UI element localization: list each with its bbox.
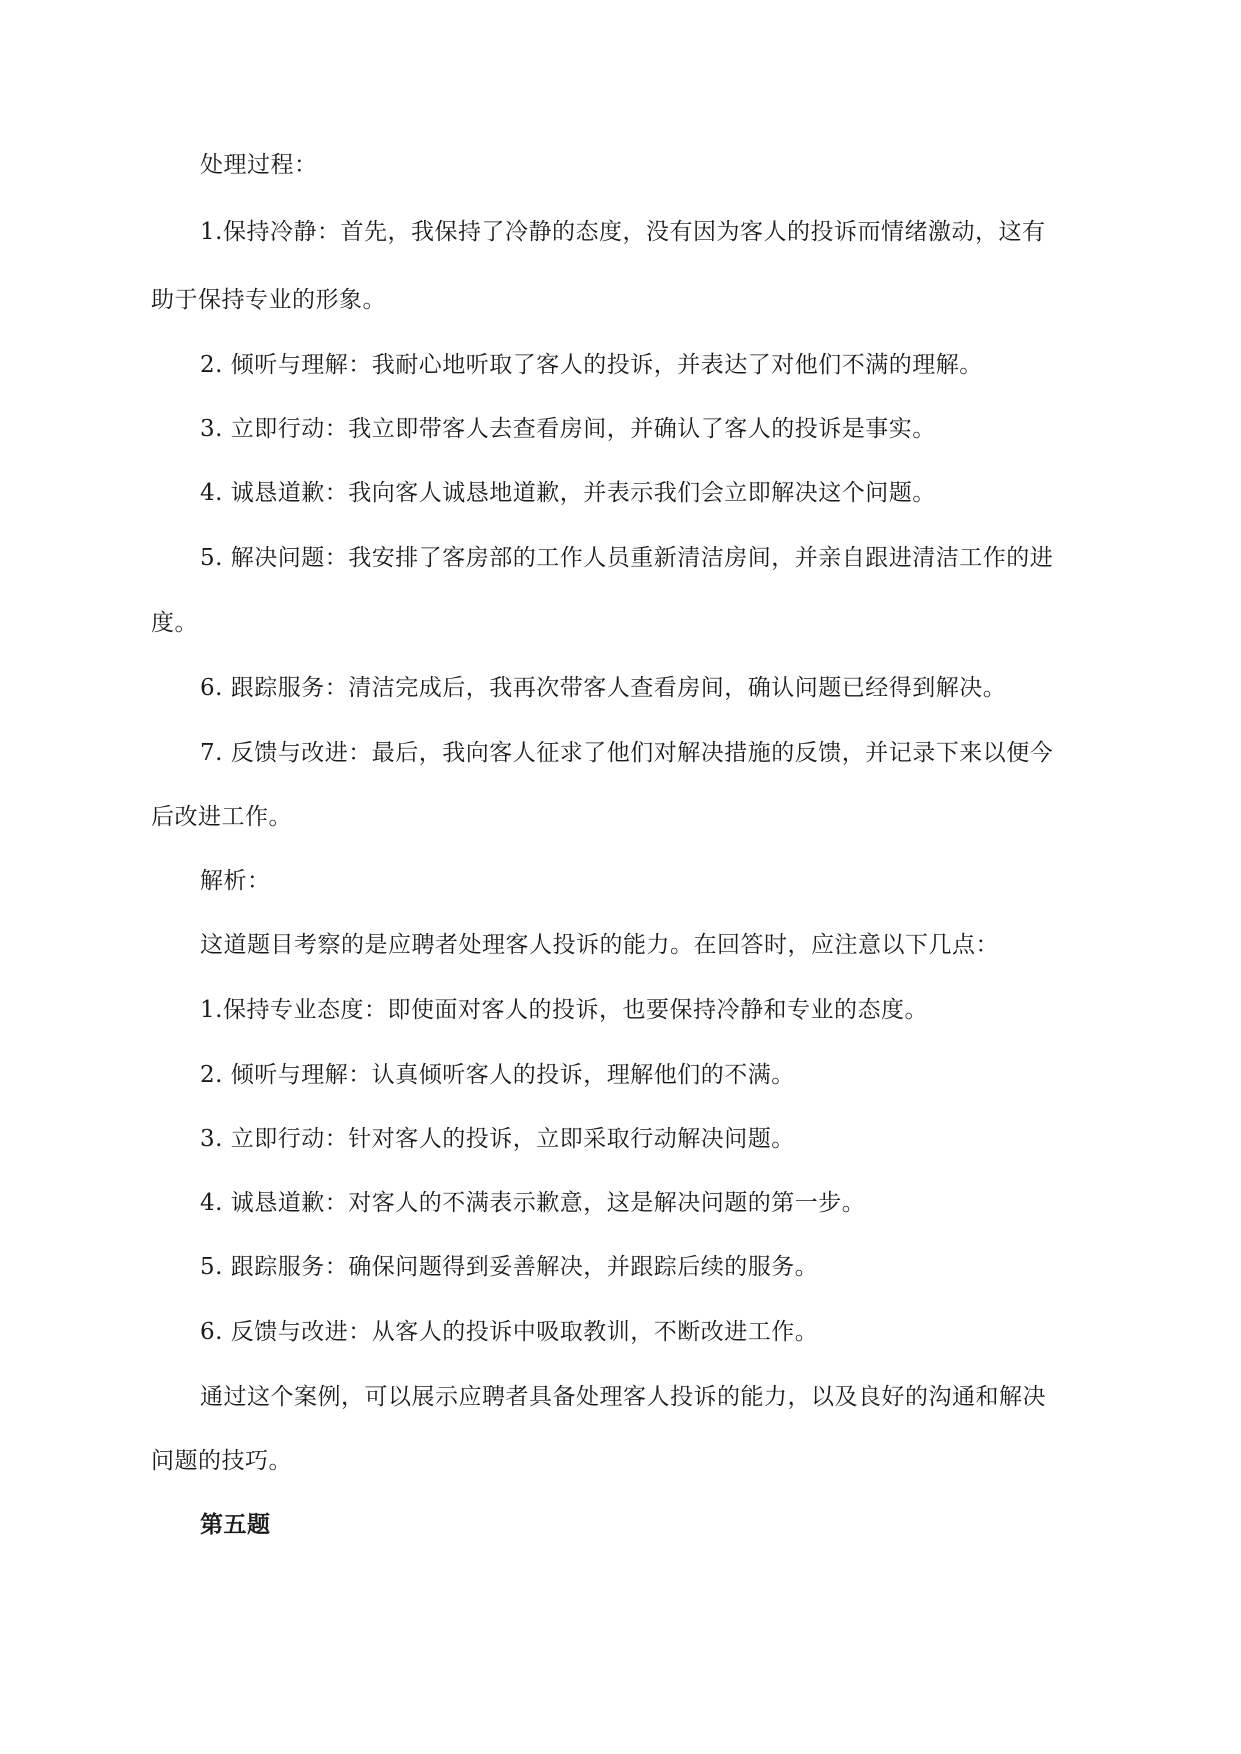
process-step-5-line-2: 度。 [151,610,198,636]
process-step-4: 4. 诚恳道歉：我向客人诚恳地道歉，并表示我们会立即解决这个问题。 [200,480,936,506]
process-step-1-line-1: 1.保持冷静：首先，我保持了冷静的态度，没有因为客人的投诉而情绪激动，这有 [200,219,1046,245]
process-step-2: 2. 倾听与理解：我耐心地听取了客人的投诉，并表达了对他们不满的理解。 [200,352,983,378]
process-step-3: 3. 立即行动：我立即带客人去查看房间，并确认了客人的投诉是事实。 [200,416,936,442]
process-step-5-line-1: 5. 解决问题：我安排了客房部的工作人员重新清洁房间，并亲自跟进清洁工作的进 [200,545,1054,571]
analysis-point-4: 4. 诚恳道歉：对客人的不满表示歉意，这是解决问题的第一步。 [200,1190,866,1216]
process-step-7-line-1: 7. 反馈与改进：最后，我向客人征求了他们对解决措施的反馈，并记录下来以便今 [200,740,1054,766]
analysis-point-5: 5. 跟踪服务：确保问题得到妥善解决，并跟踪后续的服务。 [200,1254,819,1280]
process-step-6: 6. 跟踪服务：清洁完成后，我再次带客人查看房间，确认问题已经得到解决。 [200,675,1007,701]
section-title-fifth-question: 第五题 [200,1512,271,1538]
analysis-point-3: 3. 立即行动：针对客人的投诉，立即采取行动解决问题。 [200,1126,795,1152]
process-step-1-line-2: 助于保持专业的形象。 [151,287,386,313]
analysis-point-2: 2. 倾听与理解：认真倾听客人的投诉，理解他们的不满。 [200,1062,795,1088]
analysis-conclusion-line-1: 通过这个案例，可以展示应聘者具备处理客人投诉的能力，以及良好的沟通和解决 [200,1384,1046,1410]
process-step-7-line-2: 后改进工作。 [151,804,292,830]
analysis-point-1: 1.保持专业态度：即使面对客人的投诉，也要保持冷静和专业的态度。 [200,997,928,1023]
analysis-point-6: 6. 反馈与改进：从客人的投诉中吸取教训，不断改进工作。 [200,1319,819,1345]
process-heading: 处理过程： [200,152,318,178]
analysis-conclusion-line-2: 问题的技巧。 [151,1448,292,1474]
analysis-heading: 解析： [200,868,271,894]
analysis-intro: 这道题目考察的是应聘者处理客人投诉的能力。在回答时，应注意以下几点： [200,932,999,958]
